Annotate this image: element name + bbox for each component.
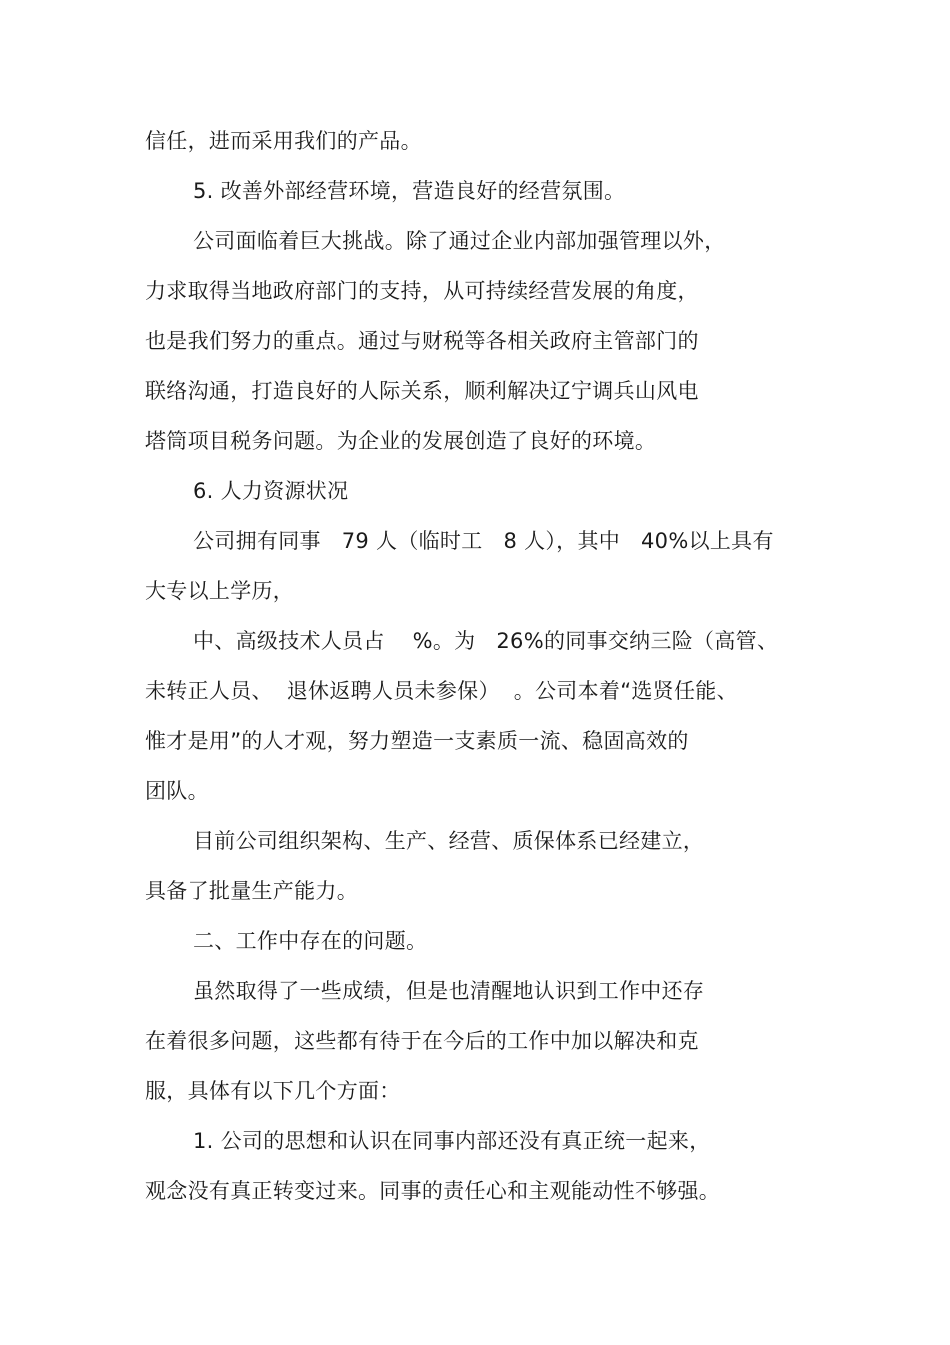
text-line: 服，具体有以下几个方面：	[145, 1079, 401, 1103]
section-heading: 二、工作中存在的问题。	[193, 929, 428, 953]
text-line: 观念没有真正转变过来。同事的责任心和主观能动性不够强。	[145, 1179, 721, 1203]
text-line: 公司面临着巨大挑战。除了通过企业内部加强管理以外，	[193, 229, 726, 253]
text-line: 中、高级技术人员占 %。为 26%的同事交纳三险（高管、	[193, 629, 779, 653]
text-line: 塔筒项目税务问题。为企业的发展创造了良好的环境。	[145, 429, 657, 453]
text-line: 未转正人员、 退休返聘人员未参保） 。公司本着“选贤任能、	[145, 679, 738, 703]
text-line: 大专以上学历，	[145, 579, 295, 603]
text-line: 惟才是用”的人才观，努力塑造一支素质一流、稳固高效的	[145, 729, 689, 753]
text-line: 联络沟通，打造良好的人际关系，顺利解决辽宁调兵山风电	[145, 379, 699, 403]
text-line: 力求取得当地政府部门的支持，从可持续经营发展的角度，	[145, 279, 699, 303]
text-line: 6. 人力资源状况	[193, 479, 349, 503]
text-line: 公司拥有同事 79 人（临时工 8 人），其中 40%以上具有	[193, 529, 774, 553]
text-line: 也是我们努力的重点。通过与财税等各相关政府主管部门的	[145, 329, 699, 353]
text-line: 在着很多问题，这些都有待于在今后的工作中加以解决和克	[145, 1029, 699, 1053]
text-line: 虽然取得了一些成绩，但是也清醒地认识到工作中还存	[193, 979, 705, 1003]
text-line: 1. 公司的思想和认识在同事内部还没有真正统一起来，	[193, 1129, 711, 1153]
text-line: 具备了批量生产能力。	[145, 879, 358, 903]
text-line: 信任，进而采用我们的产品。	[145, 129, 422, 153]
text-line: 5. 改善外部经营环境，营造良好的经营氛围。	[193, 179, 626, 203]
text-line: 目前公司组织架构、生产、经营、质保体系已经建立，	[193, 829, 705, 853]
text-line: 团队。	[145, 779, 209, 803]
